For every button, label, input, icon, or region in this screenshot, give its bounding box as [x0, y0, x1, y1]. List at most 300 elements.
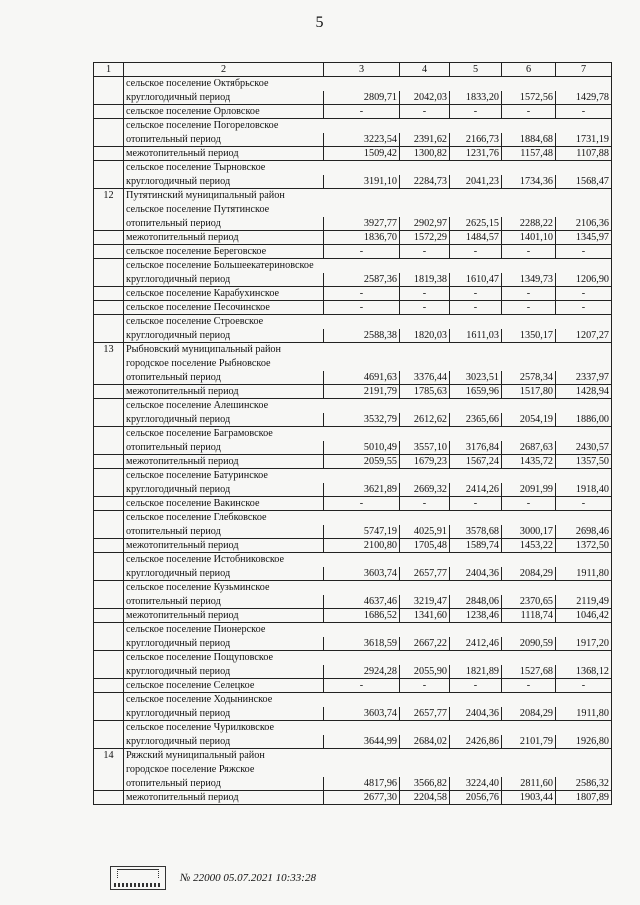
row-index-empty — [94, 231, 124, 245]
table-cell: 2669,32 — [400, 483, 450, 497]
table-cell: 3603,74 — [324, 707, 400, 721]
table-cell: - — [400, 105, 450, 119]
column-header: 4 — [400, 63, 450, 77]
table-cell: 1610,47 — [450, 273, 502, 287]
table-cell: 1453,22 — [502, 539, 556, 553]
table-cell: 1833,20 — [450, 91, 502, 105]
table-row — [94, 175, 612, 189]
table-cell: 1572,29 — [400, 231, 450, 245]
row-label: межотопительный период — [124, 791, 324, 805]
table-row — [94, 539, 612, 553]
section-header-row — [94, 721, 612, 735]
table-row — [94, 413, 612, 427]
row-index — [94, 721, 124, 735]
row-index — [94, 623, 124, 637]
row-index-empty — [94, 217, 124, 231]
table-cell: 2587,36 — [324, 273, 400, 287]
table-cell: 2612,62 — [400, 413, 450, 427]
table-cell: - — [502, 245, 556, 259]
table-row — [94, 245, 612, 259]
table-cell: - — [400, 301, 450, 315]
page-number: 5 — [315, 14, 325, 31]
section-label: сельское поселение Кузьминское — [124, 581, 612, 595]
table-cell: 1918,40 — [556, 483, 612, 497]
table-cell: 2657,77 — [400, 707, 450, 721]
table-cell: 1206,90 — [556, 273, 612, 287]
table-cell: 2426,86 — [450, 735, 502, 749]
table-cell: 1568,47 — [556, 175, 612, 189]
table-row — [94, 105, 612, 119]
row-index: 13 — [94, 343, 124, 357]
table-row — [94, 385, 612, 399]
row-label: сельское поселение Береговское — [124, 245, 324, 259]
table-header-row — [94, 63, 612, 77]
row-label: круглогодичный период — [124, 175, 324, 189]
table-cell: 5747,19 — [324, 525, 400, 539]
section-header-row — [94, 693, 612, 707]
table-cell: 2657,77 — [400, 567, 450, 581]
document-footer — [110, 866, 316, 890]
section-label: сельское поселение Глебковское — [124, 511, 612, 525]
table-cell: 3644,99 — [324, 735, 400, 749]
table-cell: 1357,50 — [556, 455, 612, 469]
table-cell: 1785,63 — [400, 385, 450, 399]
table-cell: 1238,46 — [450, 609, 502, 623]
table-cell: 2166,73 — [450, 133, 502, 147]
table-cell: 1429,78 — [556, 91, 612, 105]
table-row — [94, 455, 612, 469]
row-index-empty — [94, 665, 124, 679]
row-label: круглогодичный период — [124, 483, 324, 497]
table-cell: 3000,17 — [502, 525, 556, 539]
row-index: 12 — [94, 189, 124, 203]
row-label: круглогодичный период — [124, 413, 324, 427]
table-cell: 4637,46 — [324, 595, 400, 609]
table-cell: 1509,42 — [324, 147, 400, 161]
table-row — [94, 707, 612, 721]
section-label: сельское поселение Большеекатериновское — [124, 259, 612, 273]
table-row — [94, 231, 612, 245]
table-cell: 1903,44 — [502, 791, 556, 805]
table-cell: 1368,12 — [556, 665, 612, 679]
table-cell: 2100,80 — [324, 539, 400, 553]
table-cell: - — [400, 287, 450, 301]
row-index — [94, 357, 124, 371]
table-cell: - — [400, 679, 450, 693]
section-label: сельское поселение Чурилковское — [124, 721, 612, 735]
table-cell: 1686,52 — [324, 609, 400, 623]
table-cell: - — [556, 301, 612, 315]
row-index-empty — [94, 791, 124, 805]
row-label: круглогодичный период — [124, 735, 324, 749]
section-label: городское поселение Рыбновское — [124, 357, 612, 371]
row-index: 14 — [94, 749, 124, 763]
section-label: сельское поселение Тырновское — [124, 161, 612, 175]
row-index-empty — [94, 735, 124, 749]
row-index — [94, 651, 124, 665]
row-index — [94, 259, 124, 273]
section-label: городское поселение Ряжское — [124, 763, 612, 777]
table-cell: 2848,06 — [450, 595, 502, 609]
table-cell: 4817,96 — [324, 777, 400, 791]
table-cell: 1345,97 — [556, 231, 612, 245]
table-cell: 1157,48 — [502, 147, 556, 161]
table-cell: 2059,55 — [324, 455, 400, 469]
table-cell: 1300,82 — [400, 147, 450, 161]
table-cell: 1911,80 — [556, 567, 612, 581]
row-label: круглогодичный период — [124, 707, 324, 721]
column-header: 3 — [324, 63, 400, 77]
table-cell: 3603,74 — [324, 567, 400, 581]
section-label: сельское поселение Пионерское — [124, 623, 612, 637]
row-index — [94, 315, 124, 329]
table-row — [94, 595, 612, 609]
table-cell: - — [324, 105, 400, 119]
section-header-row — [94, 651, 612, 665]
table-cell: 2414,26 — [450, 483, 502, 497]
table-cell: 2677,30 — [324, 791, 400, 805]
table-cell: 1046,42 — [556, 609, 612, 623]
table-row — [94, 735, 612, 749]
table-cell: 3566,82 — [400, 777, 450, 791]
row-label: круглогодичный период — [124, 567, 324, 581]
row-label: круглогодичный период — [124, 329, 324, 343]
section-header-row — [94, 511, 612, 525]
section-label: сельское поселение Алешинское — [124, 399, 612, 413]
table-cell: - — [556, 105, 612, 119]
table-row — [94, 665, 612, 679]
row-index-empty — [94, 525, 124, 539]
section-header-row — [94, 189, 612, 203]
table-row — [94, 567, 612, 581]
table-cell: 3578,68 — [450, 525, 502, 539]
row-label: отопительный период — [124, 133, 324, 147]
table-cell: 2412,46 — [450, 637, 502, 651]
row-label: межотопительный период — [124, 539, 324, 553]
row-label: отопительный период — [124, 371, 324, 385]
row-index-empty — [94, 147, 124, 161]
row-label: сельское поселение Песочинское — [124, 301, 324, 315]
table-cell: 2811,60 — [502, 777, 556, 791]
table-cell: 1589,74 — [450, 539, 502, 553]
table-cell: 1917,20 — [556, 637, 612, 651]
table-cell: - — [450, 105, 502, 119]
table-row — [94, 483, 612, 497]
row-label: сельское поселение Вакинское — [124, 497, 324, 511]
row-index — [94, 399, 124, 413]
table-row — [94, 273, 612, 287]
table-row — [94, 637, 612, 651]
row-label: сельское поселение Карабухинское — [124, 287, 324, 301]
table-cell: 1705,48 — [400, 539, 450, 553]
section-header-row — [94, 357, 612, 371]
section-label: сельское поселение Баграмовское — [124, 427, 612, 441]
row-index-empty — [94, 483, 124, 497]
table-row — [94, 147, 612, 161]
section-header-row — [94, 553, 612, 567]
row-index — [94, 511, 124, 525]
table-cell: 1435,72 — [502, 455, 556, 469]
table-cell: 2430,57 — [556, 441, 612, 455]
row-index — [94, 469, 124, 483]
table-cell: 2204,58 — [400, 791, 450, 805]
section-header-row — [94, 427, 612, 441]
column-header: 2 — [124, 63, 324, 77]
table-cell: - — [502, 105, 556, 119]
table-cell: 2625,15 — [450, 217, 502, 231]
table-cell: - — [556, 497, 612, 511]
table-cell: 2090,59 — [502, 637, 556, 651]
table-cell: - — [450, 245, 502, 259]
section-label: сельское поселение Истобниковское — [124, 553, 612, 567]
row-label: межотопительный период — [124, 231, 324, 245]
table-cell: - — [324, 497, 400, 511]
table-cell: 1372,50 — [556, 539, 612, 553]
section-label: сельское поселение Батуринское — [124, 469, 612, 483]
table-cell: 2902,97 — [400, 217, 450, 231]
table-cell: 3191,10 — [324, 175, 400, 189]
row-index — [94, 763, 124, 777]
table-row — [94, 679, 612, 693]
section-header-row — [94, 77, 612, 91]
row-label: круглогодичный период — [124, 665, 324, 679]
table-cell: 2370,65 — [502, 595, 556, 609]
table-cell: 2667,22 — [400, 637, 450, 651]
table-cell: 2042,03 — [400, 91, 450, 105]
table-row — [94, 371, 612, 385]
table-cell: - — [556, 287, 612, 301]
section-header-row — [94, 581, 612, 595]
column-header: 1 — [94, 63, 124, 77]
row-label: сельское поселение Орловское — [124, 105, 324, 119]
row-index — [94, 427, 124, 441]
table-cell: 1484,57 — [450, 231, 502, 245]
section-header-row — [94, 119, 612, 133]
section-label: сельское поселение Путятинское — [124, 203, 612, 217]
table-cell: 3224,40 — [450, 777, 502, 791]
row-index — [94, 581, 124, 595]
section-header-row — [94, 161, 612, 175]
section-label: сельское поселение Строевское — [124, 315, 612, 329]
row-index-empty — [94, 609, 124, 623]
table-row — [94, 777, 612, 791]
table-cell: - — [324, 287, 400, 301]
table-cell: 2404,36 — [450, 567, 502, 581]
row-index — [94, 119, 124, 133]
row-index — [94, 77, 124, 91]
table-cell: 3927,77 — [324, 217, 400, 231]
table-cell: - — [450, 497, 502, 511]
table-cell: 2055,90 — [400, 665, 450, 679]
table-cell: 2084,29 — [502, 567, 556, 581]
table-cell: - — [324, 245, 400, 259]
table-row — [94, 609, 612, 623]
row-index-empty — [94, 133, 124, 147]
table-cell: 1807,89 — [556, 791, 612, 805]
table-cell: 1107,88 — [556, 147, 612, 161]
table-cell: 2365,66 — [450, 413, 502, 427]
table-cell: 1349,73 — [502, 273, 556, 287]
section-header-row — [94, 315, 612, 329]
table-cell: 1819,38 — [400, 273, 450, 287]
row-label: отопительный период — [124, 777, 324, 791]
table-cell: - — [400, 497, 450, 511]
table-cell: 1341,60 — [400, 609, 450, 623]
row-index-empty — [94, 707, 124, 721]
row-label: межотопительный период — [124, 385, 324, 399]
table-body — [94, 77, 612, 805]
table-cell: 2586,32 — [556, 777, 612, 791]
table-cell: 2056,76 — [450, 791, 502, 805]
tariff-table — [93, 62, 612, 805]
column-header: 5 — [450, 63, 502, 77]
table-row — [94, 329, 612, 343]
table-cell: 2588,38 — [324, 329, 400, 343]
table-cell: 2101,79 — [502, 735, 556, 749]
table-cell: 2698,46 — [556, 525, 612, 539]
table-cell: 3219,47 — [400, 595, 450, 609]
table-row — [94, 525, 612, 539]
table-cell: 1401,10 — [502, 231, 556, 245]
row-index — [94, 161, 124, 175]
table-row — [94, 791, 612, 805]
table-cell: 2684,02 — [400, 735, 450, 749]
row-index — [94, 203, 124, 217]
row-label: круглогодичный период — [124, 91, 324, 105]
table-cell: 1836,70 — [324, 231, 400, 245]
table-cell: 2391,62 — [400, 133, 450, 147]
table-row — [94, 91, 612, 105]
row-index-empty — [94, 595, 124, 609]
table-cell: - — [502, 497, 556, 511]
section-label: Путятинский муниципальный район — [124, 189, 612, 203]
section-header-row — [94, 399, 612, 413]
row-label: отопительный период — [124, 217, 324, 231]
section-header-row — [94, 623, 612, 637]
row-index-empty — [94, 413, 124, 427]
section-header-row — [94, 259, 612, 273]
table-cell: - — [450, 679, 502, 693]
row-index-empty — [94, 637, 124, 651]
table-cell: 1572,56 — [502, 91, 556, 105]
row-index-empty — [94, 679, 124, 693]
row-index-empty — [94, 371, 124, 385]
table-cell: 1821,89 — [450, 665, 502, 679]
section-header-row — [94, 469, 612, 483]
row-index-empty — [94, 105, 124, 119]
table-cell: - — [324, 301, 400, 315]
section-label: Рыбновский муниципальный район — [124, 343, 612, 357]
table-cell: - — [400, 245, 450, 259]
table-cell: 2809,71 — [324, 91, 400, 105]
section-label: Ряжский муниципальный район — [124, 749, 612, 763]
row-label: отопительный период — [124, 595, 324, 609]
row-index-empty — [94, 777, 124, 791]
table-cell: 1884,68 — [502, 133, 556, 147]
table-cell: 2404,36 — [450, 707, 502, 721]
table-cell: 4691,63 — [324, 371, 400, 385]
section-header-row — [94, 749, 612, 763]
row-index-empty — [94, 175, 124, 189]
table-row — [94, 287, 612, 301]
table-cell: 1350,17 — [502, 329, 556, 343]
table-cell: 1567,24 — [450, 455, 502, 469]
row-index-empty — [94, 301, 124, 315]
table-row — [94, 301, 612, 315]
table-cell: 1118,74 — [502, 609, 556, 623]
row-index-empty — [94, 567, 124, 581]
table-cell: 2106,36 — [556, 217, 612, 231]
table-row — [94, 217, 612, 231]
row-label: круглогодичный период — [124, 637, 324, 651]
table-cell: - — [324, 679, 400, 693]
table-cell: - — [502, 679, 556, 693]
table-cell: 2054,19 — [502, 413, 556, 427]
table-cell: 2687,63 — [502, 441, 556, 455]
table-cell: - — [502, 287, 556, 301]
row-index-empty — [94, 497, 124, 511]
table-cell: 3023,51 — [450, 371, 502, 385]
row-index-empty — [94, 385, 124, 399]
table-cell: 1886,00 — [556, 413, 612, 427]
table-cell: 3223,54 — [324, 133, 400, 147]
table-cell: 2924,28 — [324, 665, 400, 679]
section-header-row — [94, 763, 612, 777]
table-cell: 2191,79 — [324, 385, 400, 399]
row-index-empty — [94, 91, 124, 105]
section-label: сельское поселение Пощуповское — [124, 651, 612, 665]
section-header-row — [94, 203, 612, 217]
table-cell: - — [556, 245, 612, 259]
table-cell: 3176,84 — [450, 441, 502, 455]
row-index — [94, 693, 124, 707]
table-cell: 2337,97 — [556, 371, 612, 385]
table-cell: - — [502, 301, 556, 315]
row-index-empty — [94, 245, 124, 259]
table-cell: 1207,27 — [556, 329, 612, 343]
section-label: сельское поселение Погореловское — [124, 119, 612, 133]
table-cell: 1428,94 — [556, 385, 612, 399]
table-cell: 1611,03 — [450, 329, 502, 343]
table-cell: 1679,23 — [400, 455, 450, 469]
table-cell: 1926,80 — [556, 735, 612, 749]
table-cell: 3618,59 — [324, 637, 400, 651]
row-index-empty — [94, 441, 124, 455]
table-cell: 4025,91 — [400, 525, 450, 539]
table-row — [94, 133, 612, 147]
table-cell: 2284,73 — [400, 175, 450, 189]
table-cell: 1731,19 — [556, 133, 612, 147]
table-cell: 1231,76 — [450, 147, 502, 161]
table-row — [94, 497, 612, 511]
row-label: отопительный период — [124, 441, 324, 455]
row-index-empty — [94, 287, 124, 301]
table-cell: 1527,68 — [502, 665, 556, 679]
table-cell: 2091,99 — [502, 483, 556, 497]
row-index-empty — [94, 455, 124, 469]
row-index-empty — [94, 539, 124, 553]
table-cell: 3376,44 — [400, 371, 450, 385]
row-label: отопительный период — [124, 525, 324, 539]
column-header: 7 — [556, 63, 612, 77]
table-cell: 2084,29 — [502, 707, 556, 721]
table-cell: 2288,22 — [502, 217, 556, 231]
document-registration-number: № 22000 05.07.2021 10:33:28 — [180, 872, 316, 884]
section-label: сельское поселение Ходынинское — [124, 693, 612, 707]
row-label: межотопительный период — [124, 609, 324, 623]
row-label: сельское поселение Селецкое — [124, 679, 324, 693]
section-label: сельское поселение Октябрьское — [124, 77, 612, 91]
